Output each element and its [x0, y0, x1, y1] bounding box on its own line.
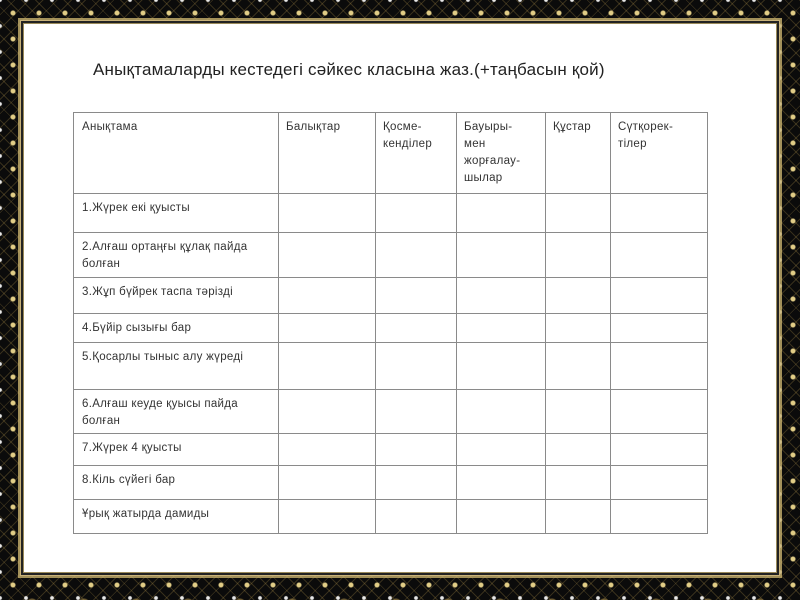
answer-cell	[611, 390, 708, 434]
answer-cell	[376, 343, 457, 390]
answer-cell	[611, 314, 708, 343]
answer-cell	[376, 500, 457, 534]
table-row	[74, 314, 708, 343]
answer-cell	[457, 500, 546, 534]
answer-cell	[376, 434, 457, 466]
table-header-row	[74, 113, 708, 194]
answer-cell	[546, 194, 611, 233]
table-row	[74, 466, 708, 500]
row-definition: 3.Жұп бүйрек таспа тәрізді	[74, 278, 279, 314]
table-row	[74, 390, 708, 434]
answer-cell	[611, 466, 708, 500]
header-fish: Балықтар	[279, 113, 376, 194]
header-definition: Анықтама	[74, 113, 279, 194]
header-mammals: Сүтқорек- тілер	[611, 113, 708, 194]
answer-cell	[546, 434, 611, 466]
answer-cell	[546, 390, 611, 434]
header-reptiles: Бауыры- мен жорғалау- шылар	[457, 113, 546, 194]
answer-cell	[376, 390, 457, 434]
answer-cell	[457, 194, 546, 233]
answer-cell	[279, 343, 376, 390]
answer-cell	[457, 233, 546, 278]
header-birds: Құстар	[546, 113, 611, 194]
row-definition: 6.Алғаш кеуде қуысы пайда болған	[74, 390, 279, 434]
row-definition: 4.Бүйір сызығы бар	[74, 314, 279, 343]
classification-table	[73, 112, 708, 534]
answer-cell	[546, 466, 611, 500]
header-amphibians: Қосме- кенділер	[376, 113, 457, 194]
row-definition: 8.Кіль сүйегі бар	[74, 466, 279, 500]
answer-cell	[279, 466, 376, 500]
answer-cell	[279, 500, 376, 534]
table-row	[74, 434, 708, 466]
answer-cell	[457, 314, 546, 343]
row-definition: 2.Алғаш ортаңғы құлақ пайда болған	[74, 233, 279, 278]
row-definition: 1.Жүрек екі қуысты	[74, 194, 279, 233]
answer-cell	[546, 500, 611, 534]
table-row	[74, 194, 708, 233]
table-row	[74, 343, 708, 390]
answer-cell	[279, 390, 376, 434]
answer-cell	[376, 314, 457, 343]
answer-cell	[376, 466, 457, 500]
answer-cell	[457, 466, 546, 500]
answer-cell	[279, 434, 376, 466]
answer-cell	[279, 194, 376, 233]
table-row	[74, 233, 708, 278]
answer-cell	[457, 434, 546, 466]
answer-cell	[457, 343, 546, 390]
answer-cell	[279, 233, 376, 278]
table-row	[74, 278, 708, 314]
answer-cell	[279, 314, 376, 343]
answer-cell	[457, 390, 546, 434]
answer-cell	[611, 500, 708, 534]
row-definition: Ұрық жатырда дамиды	[74, 500, 279, 534]
answer-cell	[611, 194, 708, 233]
answer-cell	[546, 314, 611, 343]
answer-cell	[611, 434, 708, 466]
answer-cell	[546, 343, 611, 390]
answer-cell	[546, 233, 611, 278]
answer-cell	[376, 194, 457, 233]
row-definition: 7.Жүрек 4 қуысты	[74, 434, 279, 466]
answer-cell	[611, 233, 708, 278]
answer-cell	[376, 278, 457, 314]
answer-cell	[546, 278, 611, 314]
answer-cell	[611, 343, 708, 390]
answer-cell	[279, 278, 376, 314]
row-definition: 5.Қосарлы тыныс алу жүреді	[74, 343, 279, 390]
answer-cell	[611, 278, 708, 314]
page-title: Анықтамаларды кестедегі сәйкес класына жаз.(+таңбасын қой)	[93, 60, 605, 79]
answer-cell	[376, 233, 457, 278]
table-row	[74, 500, 708, 534]
answer-cell	[457, 278, 546, 314]
